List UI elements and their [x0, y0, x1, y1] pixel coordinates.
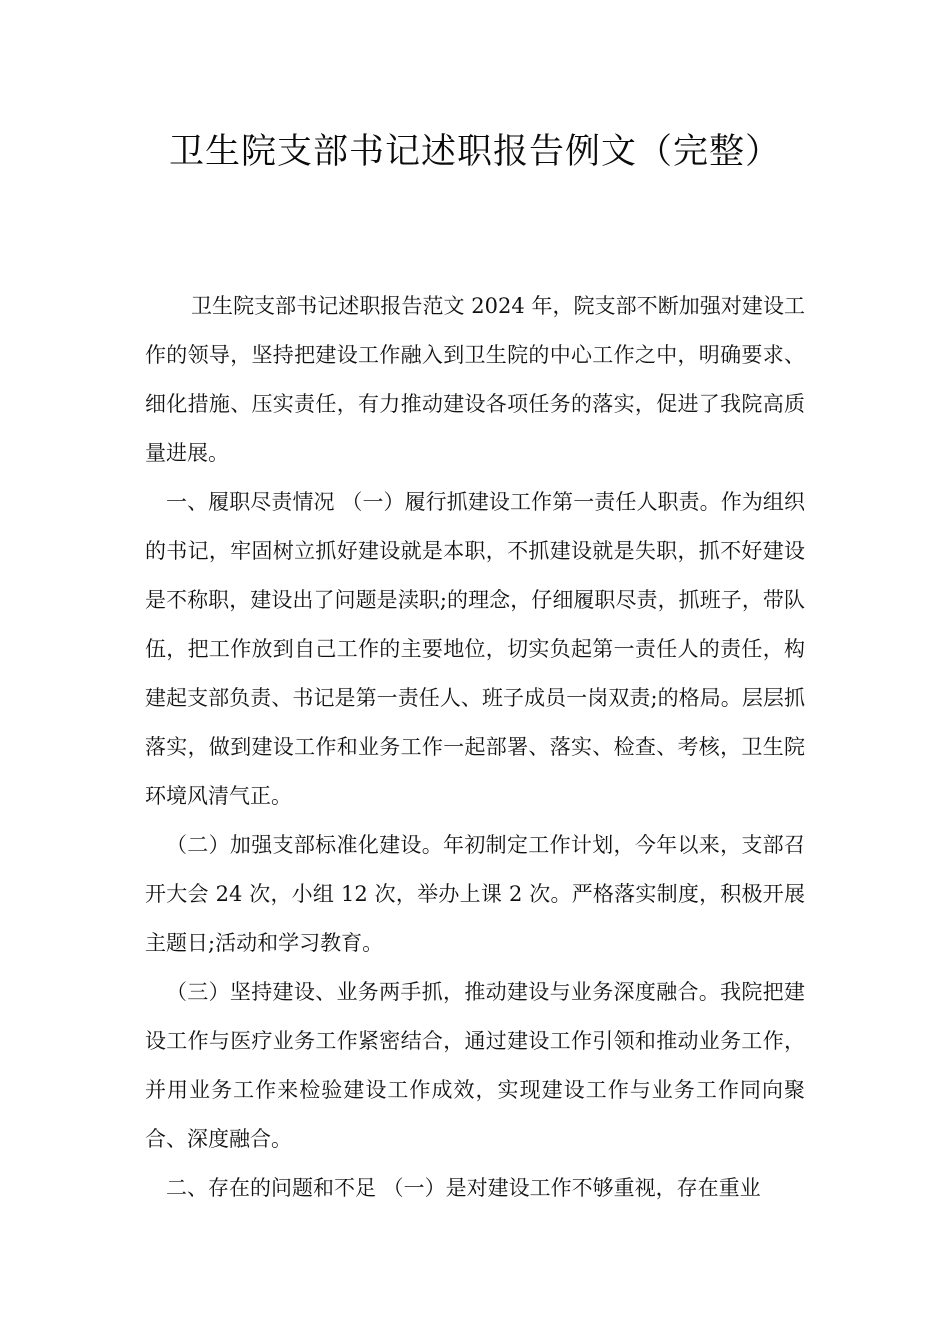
paragraph-intro: 卫生院支部书记述职报告范文 2024 年，院支部不断加强对建设工作的领导，坚持把建设工作融入到卫生院的中心工作之中，明确要求、细化措施、压实责任，有力推动建设各项任务的落实，促进了我院高质量进展。 — [145, 294, 805, 465]
document-body — [145, 282, 805, 1213]
paragraph-section-1: 一、履职尽责情况 （一）履行抓建设工作第一责任人职责。作为组织的书记，牢固树立抓好建设就是本职，不抓建设就是失职，抓不好建设是不称职，建设出了问题是渎职;的理念，仔细履职尽责，抓班子，带队伍，把工作放到自己工作的主要地位，切实负起第一责任人的责任，构建起支部负责、书记是第一责任人、班子成员一岗双责;的格局。层层抓落实，做到建设工作和业务工作一起部署、落实、检查、考核，卫生院环境风清气正。 — [145, 490, 805, 808]
paragraph-subsection-2: （二）加强支部标准化建设。年初制定工作计划，今年以来，支部召开大会 24 次，小组 12 次，举办上课 2 次。严格落实制度，积极开展主题日;活动和学习教育。 — [145, 833, 805, 955]
document-title: 卫生院支部书记述职报告例文（完整） — [168, 132, 781, 172]
paragraph-section-2: 二、存在的问题和不足 （一）是对建设工作不够重视，存在重业 — [166, 1176, 761, 1200]
paragraph-subsection-3: （三）坚持建设、业务两手抓，推动建设与业务深度融合。我院把建设工作与医疗业务工作紧密结合，通过建设工作引领和推动业务工作，并用业务工作来检验建设工作成效，实现建设工作与业务工作同向聚合、深度融合。 — [145, 980, 805, 1151]
